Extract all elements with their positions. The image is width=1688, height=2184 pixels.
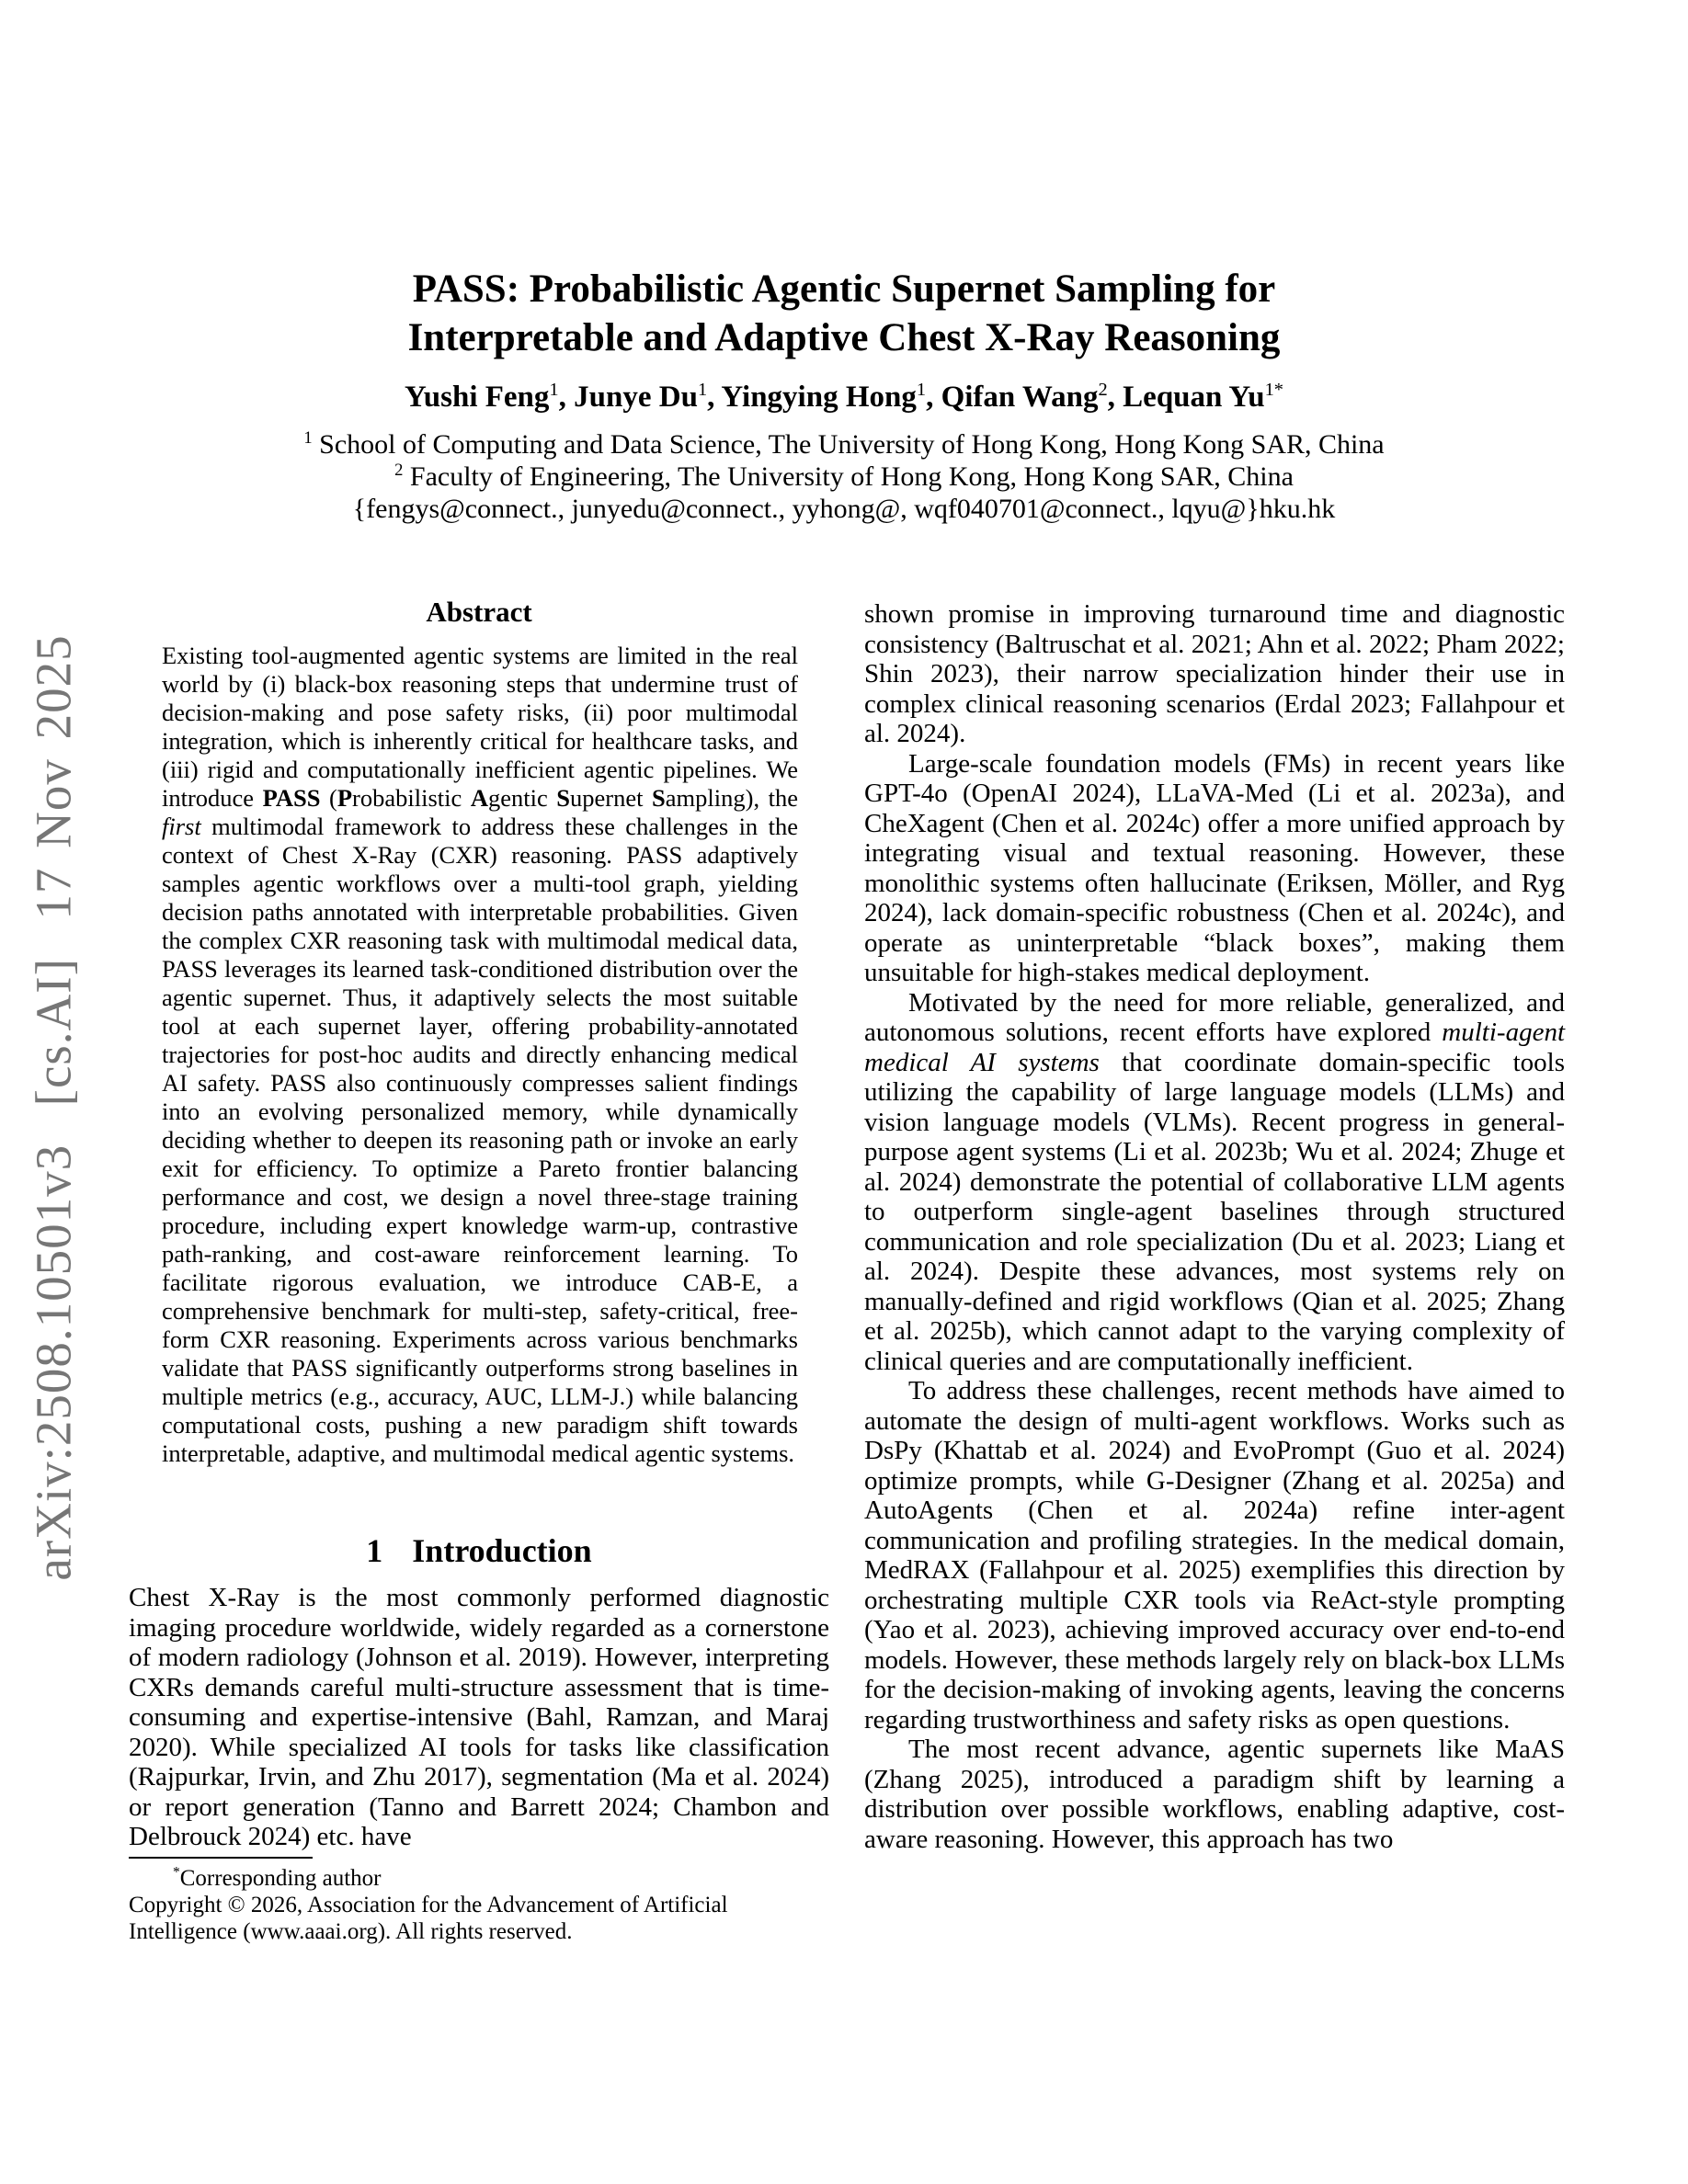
footnote-copyright: Copyright © 2026, Association for the Advancement of Artificial Intelligence (www.aaai.org). All rights reserved. [129,1893,728,1944]
footnote-corresponding-author: *Corresponding author [173,1864,382,1891]
footnote-block [129,1857,829,1945]
right-column [864,599,1565,1854]
affiliation-1: $^1$ School of Computing and Data Science, The University of Hong Kong, Hong Kong SAR, China [303,428,1385,460]
author-emails: {fengys@connect., junyedu@connect., yyhong@, wqf040701@connect., lqyu@}hku.hk [352,494,1336,524]
arxiv-watermark-text: arXiv:2508.10501v3 [cs.AI] 17 Nov 2025 [25,634,82,1581]
body-paragraph: Motivated by the need for more reliable, generalized, and autonomous solutions, recent efforts have explored multi-agent medical AI systems that coordinate domain-specific tools utilizing the capability of large language models (LLMs) and vision language models (VLMs). Recent progress in general-purpose agent systems (Li et al. 2023b; Wu et al. 2024; Zhuge et al. 2024) demonstrate the potential of collaborative LLM agents to outperform single-agent baselines through structured communication and role specialization (Du et al. 2023; Liang et al. 2024). Despite these advances, most systems rely on manually-defined and rigid workflows (Qian et al. 2025; Zhang et al. 2025b), which cannot adapt to the varying complexity of clinical queries and are computationally inefficient. [864,987,1566,1376]
body-paragraph: The most recent advance, agentic supernets like MaAS (Zhang 2025), introduced a paradigm shift by learning a distribution over possible workflows, enabling adaptive, cost-aware reasoning. However, this approach has two [864,1735,1565,1854]
affiliations-block [0,428,1688,525]
affiliation-2: $^2$ Faculty of Engineering, The University of Hong Kong, Hong Kong SAR, China [394,461,1294,492]
body-paragraph: To address these challenges, recent methods have aimed to automate the design of multi-agent workflows. Works such as DsPy (Khattab et al. 2024) and EvoPrompt (Guo et al. 2024) optimize prompts, while G-Designer (Zhang et al. 2025a) and AutoAgents (Chen et al. 2024a) refine inter-agent communication and profiling strategies. In the medical domain, MedRAX (Fallahpour et al. 2025) exemplifies this direction by orchestrating multiple CXR tools via ReAct-style prompting (Yao et al. 2023), achieving improved accuracy over end-to-end models. However, these methods largely rely on black-box LLMs for the decision-making of invoking agents, leaving the concerns regarding trustworthiness and safety risks as open questions. [864,1376,1565,1735]
intro-paragraph: Chest X-Ray is the most commonly performed diagnostic imaging procedure worldwide, widely regarded as a cornerstone of modern radiology (Johnson et al. 2019). However, interpreting CXRs demands careful multi-structure assessment that is time-consuming and expertise-intensive (Bahl, Ramzan, and Maraj 2020). While specialized AI tools for tasks like classification (Rajpurkar, Irvin, and Zhu 2017), segmentation (Ma et al. 2024) or report generation (Tanno and Barrett 2024; Chambon and Delbrouck 2024) etc. have [129,1583,829,1851]
body-paragraph: Large-scale foundation models (FMs) in recent years like GPT-4o (OpenAI 2024), LLaVA-Med (Li et al. 2023a), and CheXagent (Chen et al. 2024c) offer a more unified approach by integrating visual and textual reasoning. However, these monolithic systems often hallucinate (Eriksen, Möller, and Ryg 2024), lack domain-specific robustness (Chen et al. 2024c), and operate as uninterpretable “black boxes”, making them unsuitable for high-stakes medical deployment. [864,748,1565,987]
abstract-text: Existing tool-augmented agentic systems are limited in the real world by (i) black-box reasoning steps that undermine trust of decision-making and pose safety risks, (ii) poor multimodal integration, which is inherently critical for healthcare tasks, and (iii) rigid and computationally inefficient agentic pipelines. We introduce PASS (Probabilistic Agentic Supernet Sampling), the first multimodal framework to address these challenges in the context of Chest X-Ray (CXR) reasoning. PASS adaptively samples agentic workflows over a multi-tool graph, yielding decision paths annotated with interpretable probabilities. Given the complex CXR reasoning task with multimodal medical data, PASS leverages its learned task-conditioned distribution over the agentic supernet. Thus, it adaptively selects the most suitable tool at each supernet layer, offering probability-annotated trajectories for post-hoc audits and directly enhancing medical AI safety. PASS also continuously compresses salient findings into an evolving personalized memory, while dynamically deciding whether to deepen its reasoning path or invoke an early exit for efficiency. To optimize a Pareto frontier balancing performance and cost, we design a novel three-stage training procedure, including expert knowledge warm-up, contrastive path-ranking, and cost-aware reinforcement learning. To facilitate rigorous evaluation, we introduce CAB-E, a comprehensive benchmark for multi-step, safety-critical, free-form CXR reasoning. Experiments across various benchmarks validate that PASS significantly outperforms strong baselines in multiple metrics (e.g., accuracy, AUC, LLM-J.) while balancing computational costs, pushing a new paradigm shift towards interpretable, adaptive, and multimodal medical agentic systems. [162,642,798,1467]
footnote-rule [129,1857,313,1859]
section-number: 1 [366,1532,383,1569]
paper-title [0,265,1688,362]
author-list: Yushi Feng$^1$, Junye Du$^1$, Yingying Hong$^1$, Qifan Wang$^2$, Lequan $Yu^{1*}$ [404,380,1284,414]
abstract-heading: Abstract [426,596,532,628]
section-title: Introduction [412,1532,592,1569]
paper-title-line2: Interpretable and Adaptive Chest X-Ray Reasoning [407,316,1281,359]
section-heading-introduction [129,1531,829,1570]
body-paragraph: shown promise in improving turnaround time and diagnostic consistency (Baltruschat et al. 2021; Ahn et al. 2022; Pham 2022; Shin 2023), their narrow specialization hinder their use in complex clinical reasoning scenarios (Erdal 2023; Fallahpour et al. 2024). [864,599,1565,748]
paper-title-line1: PASS: Probabilistic Agentic Supernet Sampling for [412,267,1276,311]
